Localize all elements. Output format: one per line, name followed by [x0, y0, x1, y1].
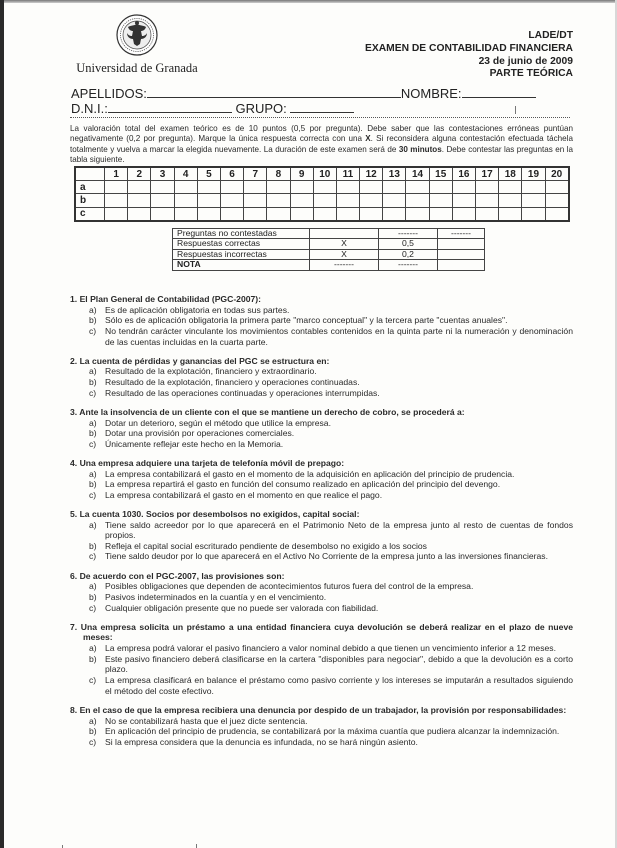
name-label: NOMBRE:: [400, 86, 462, 101]
score-cell[interactable]: 0,5: [379, 239, 438, 249]
option-text: Posibles obligaciones que dependen de acontecimientos futuros fuera del control de la empresa.: [105, 581, 474, 592]
question-number: 2.: [70, 355, 78, 366]
answer-cell[interactable]: [429, 194, 452, 207]
instructions-paragraph: [70, 124, 573, 166]
option-letter: a): [89, 519, 97, 530]
answer-cell[interactable]: [244, 194, 267, 207]
option-text: La empresa repartirá el gasto en función del consumo realizado en aplicación del principio del devengo.: [105, 479, 501, 490]
option-text: Resultado de las operaciones continuadas y operaciones interrumpidas.: [105, 387, 380, 398]
grid-question-number: 12: [360, 167, 383, 181]
question-title: [70, 705, 573, 716]
answer-option: [70, 654, 573, 675]
answer-cell[interactable]: [220, 207, 243, 221]
grid-option-row: [75, 181, 569, 194]
answer-option: [70, 643, 573, 654]
separator-line: [70, 117, 570, 118]
answer-cell[interactable]: [499, 181, 522, 194]
grid-question-number: 20: [545, 167, 569, 181]
question-number: 1.: [70, 294, 78, 304]
answer-cell[interactable]: [406, 207, 429, 221]
grid-corner-cell: [75, 167, 105, 181]
exam-part: PARTE TEÓRICA: [489, 68, 573, 80]
answer-cell[interactable]: [197, 207, 220, 221]
grid-question-number: 6: [220, 167, 243, 181]
exam-degree: LADE/DT: [528, 30, 573, 41]
score-row: [173, 239, 485, 249]
option-text: Únicamente reflejar este hecho en la Memoria.: [105, 438, 284, 449]
score-cell[interactable]: [438, 239, 485, 249]
question-number: 6.: [70, 570, 78, 581]
answer-cell[interactable]: [290, 194, 313, 207]
answer-cell[interactable]: [360, 207, 383, 221]
group-field[interactable]: [290, 101, 354, 113]
question-item: [70, 356, 573, 399]
option-letter: c): [89, 551, 97, 562]
answer-cell[interactable]: [290, 207, 313, 221]
answer-cell[interactable]: [244, 207, 267, 221]
answer-cell[interactable]: [406, 181, 429, 194]
question-number: 3.: [70, 406, 78, 417]
score-cell[interactable]: 0,2: [379, 249, 438, 259]
question-title: [70, 622, 573, 644]
group-label: GRUPO:: [235, 101, 287, 116]
answer-cell[interactable]: [105, 207, 128, 221]
answer-cell[interactable]: [452, 194, 475, 207]
option-letter: b): [89, 540, 97, 551]
question-text: De acuerdo con el PGC-2007, las provisiones son:: [79, 570, 285, 581]
answer-option: [70, 551, 573, 562]
answer-cell[interactable]: [197, 194, 220, 207]
answer-option: [70, 675, 573, 696]
option-letter: b): [89, 726, 97, 737]
option-letter: b): [89, 479, 97, 490]
question-text: El Plan General de Contabilidad (PGC-2007):: [79, 294, 262, 304]
instructions-text-3: . Debe contestar las preguntas en la tabla siguiente.: [70, 144, 574, 165]
option-text: Cualquier obligación presente que no puede ser valorada con fiabilidad.: [105, 602, 379, 613]
grid-question-number: 3: [151, 167, 174, 181]
student-id-fields: [71, 86, 536, 116]
grid-question-number: 11: [336, 167, 359, 181]
exam-header: [365, 30, 573, 81]
answer-option: [70, 726, 573, 737]
grid-question-number: 1: [105, 167, 128, 181]
answer-option: [70, 737, 573, 748]
instructions-text-2: . Si reconsidera alguna contestación efectuada táchela totalmente y vuelva a marcar la elegida nuevamente. La duración de este examen será de: [70, 134, 573, 154]
score-row-label: Respuestas incorrectas: [173, 249, 310, 259]
grid-question-number: 14: [406, 167, 429, 181]
grid-option-letter: c: [75, 207, 105, 221]
question-item: [70, 705, 573, 748]
option-letter: a): [89, 417, 97, 428]
answer-cell[interactable]: [151, 181, 174, 194]
answer-option: [70, 315, 573, 326]
answer-cell[interactable]: [197, 181, 220, 194]
question-number: 7.: [70, 621, 78, 632]
answer-option: [70, 520, 573, 541]
answer-cell[interactable]: [383, 181, 406, 194]
option-text: Dotar un deterioro, según el método que utilice la empresa.: [105, 417, 331, 428]
option-text: Refleja el capital social escriturado pendiente de desembolso no exigido a los socios: [105, 540, 427, 551]
answer-cell[interactable]: [499, 194, 522, 207]
question-title: [70, 407, 573, 418]
question-title: [70, 571, 573, 582]
option-letter: a): [89, 643, 97, 654]
question-text: La cuenta 1030. Socios por desembolsos no exigidos, capital social:: [79, 508, 360, 519]
answer-cell[interactable]: [522, 207, 545, 221]
option-letter: a): [89, 581, 97, 592]
option-letter: b): [89, 377, 97, 388]
scan-edge-left: [0, 0, 4, 848]
answer-option: [70, 377, 573, 388]
scan-edge-top: [0, 0, 617, 3]
score-cell[interactable]: -------: [438, 229, 485, 239]
answer-option: [70, 603, 573, 614]
question-item: [70, 622, 573, 697]
score-cell[interactable]: -------: [379, 260, 438, 270]
answer-cell[interactable]: [476, 207, 499, 221]
questions-list: [70, 294, 573, 756]
question-text: La cuenta de pérdidas y ganancias del PGC se estructura en:: [79, 355, 330, 366]
answer-cell[interactable]: [406, 194, 429, 207]
question-title: [70, 509, 573, 520]
score-row: [173, 249, 485, 259]
option-text: Es de aplicación obligatoria en todas sus partes.: [105, 304, 290, 315]
grid-question-number: 10: [313, 167, 336, 181]
question-item: [70, 294, 573, 347]
answer-cell[interactable]: [522, 194, 545, 207]
answer-cell[interactable]: [220, 194, 243, 207]
exam-date: 23 de junio de 2009: [478, 55, 573, 67]
score-cell[interactable]: [438, 260, 485, 270]
score-cell[interactable]: -------: [310, 260, 379, 270]
grid-question-number: 4: [174, 167, 197, 181]
answer-cell[interactable]: [429, 181, 452, 194]
answer-cell[interactable]: [174, 207, 197, 221]
answer-option: [70, 326, 573, 347]
answer-option: [70, 490, 573, 501]
answer-cell[interactable]: [336, 207, 359, 221]
option-letter: c): [89, 325, 97, 336]
answer-cell[interactable]: [545, 194, 569, 207]
instructions-duration: 30 minutos: [398, 144, 442, 154]
score-cell[interactable]: X: [310, 239, 379, 249]
grid-question-number: 5: [197, 167, 220, 181]
answer-cell[interactable]: [360, 181, 383, 194]
option-text: Resultado de la explotación, financiero y extraordinario.: [105, 366, 317, 377]
score-cell[interactable]: X: [310, 249, 379, 259]
answer-cell[interactable]: [105, 194, 128, 207]
question-item: [70, 509, 573, 562]
answer-cell[interactable]: [452, 207, 475, 221]
option-text: Pasivos indeterminados en la cuantía y en el vencimiento.: [105, 591, 327, 602]
answer-cell[interactable]: [360, 194, 383, 207]
option-text: Si la empresa considera que la denuncia es infundada, no se hará ningún asiento.: [105, 736, 418, 747]
score-cell[interactable]: [438, 249, 485, 259]
grid-option-letter: b: [75, 194, 105, 207]
answer-cell[interactable]: [313, 194, 336, 207]
id-row-1: [71, 86, 536, 101]
answer-cell[interactable]: [383, 207, 406, 221]
answer-option: [70, 469, 573, 480]
grid-question-number: 7: [244, 167, 267, 181]
answer-cell[interactable]: [383, 194, 406, 207]
option-text: No se contabilizará hasta que el juez dicte sentencia.: [105, 715, 308, 726]
answer-cell[interactable]: [476, 181, 499, 194]
option-letter: c): [89, 387, 97, 398]
answer-cell[interactable]: [267, 194, 290, 207]
grid-question-number: 13: [383, 167, 406, 181]
answer-cell[interactable]: [336, 194, 359, 207]
option-text: La empresa clasificará en balance el préstamo como pasivo corriente y los intereses se imputarán a resultados siguiendo el método del coste efectivo.: [105, 675, 573, 696]
option-text: No tendrán carácter vinculante los movimientos contables contenidos en la quinta parte ni la numeración y denominación de las cuentas incluidas en la cuarta parte.: [105, 325, 573, 347]
answer-cell[interactable]: [128, 181, 151, 194]
question-text: Una empresa adquiere una tarjeta de telefonía móvil de prepago:: [79, 457, 345, 468]
answer-cell[interactable]: [545, 207, 569, 221]
score-cell[interactable]: [310, 229, 379, 239]
answer-option: [70, 418, 573, 429]
score-cell[interactable]: -------: [379, 229, 438, 239]
answer-option: [70, 439, 573, 450]
option-text: La empresa contabilizará el gasto en el momento en que realice el pago.: [105, 489, 383, 500]
grid-question-number: 9: [290, 167, 313, 181]
id-row-2: [71, 101, 536, 116]
grid-question-number: 8: [267, 167, 290, 181]
answer-cell[interactable]: [545, 181, 569, 194]
answer-cell[interactable]: [105, 181, 128, 194]
option-letter: c): [89, 736, 97, 747]
option-text: Este pasivo financiero deberá clasificarse en la cartera "disponibles para negociar", debido a que la devolución es a corto plazo.: [105, 653, 573, 675]
question-title: [70, 458, 573, 469]
answer-cell[interactable]: [313, 207, 336, 221]
score-row-label: NOTA: [173, 260, 310, 270]
question-item: [70, 458, 573, 501]
scan-mark: [515, 106, 516, 114]
answer-cell[interactable]: [174, 194, 197, 207]
answer-cell[interactable]: [336, 181, 359, 194]
instructions-mark: X: [365, 134, 371, 144]
answer-cell[interactable]: [267, 207, 290, 221]
dni-label: D.N.I.:: [71, 101, 108, 116]
answer-option: [70, 366, 573, 377]
option-letter: c): [89, 489, 97, 500]
university-name: Universidad de Granada: [76, 61, 198, 75]
answer-option: [70, 716, 573, 727]
option-letter: a): [89, 468, 97, 479]
question-text: En el caso de que la empresa recibiera una denuncia por despido de un trabajador, la provisión por responsabilidades:: [79, 704, 567, 715]
option-text: La empresa contabilizará el gasto en el momento de la adquisición en aplicación del principio de prudencia.: [105, 468, 515, 479]
answer-cell[interactable]: [267, 181, 290, 194]
option-letter: a): [89, 715, 97, 726]
score-row-label: Preguntas no contestadas: [173, 229, 310, 239]
answer-cell[interactable]: [522, 181, 545, 194]
option-letter: a): [89, 304, 97, 315]
answer-option: [70, 581, 573, 592]
question-item: [70, 407, 573, 450]
grid-option-row: [75, 194, 569, 207]
answer-cell[interactable]: [151, 207, 174, 221]
grid-question-number: 18: [499, 167, 522, 181]
option-letter: c): [89, 438, 97, 449]
question-title: [70, 356, 573, 367]
answer-option: [70, 428, 573, 439]
score-row: [173, 229, 485, 239]
answer-option: [70, 305, 573, 316]
grid-question-number: 17: [476, 167, 499, 181]
grid-header-row: [75, 167, 569, 181]
option-text: Sólo es de aplicación obligatoria la primera parte "marco conceptual" y la tercera parte "cuentas anuales".: [105, 315, 508, 326]
score-row: [173, 260, 485, 270]
option-text: Tiene saldo acreedor por lo que aparecerá en el Patrimonio Neto de la empresa junto al resto de cuentas de fondos propios.: [105, 519, 573, 541]
option-letter: b): [89, 653, 97, 664]
question-text: Una empresa solicita un préstamo a una entidad financiera cuya devolución se deberá realizar en el plazo de nueve meses:: [80, 621, 574, 643]
grid-option-row: [75, 207, 569, 221]
answer-option: [70, 479, 573, 490]
exam-title: EXAMEN DE CONTABILIDAD FINANCIERA: [364, 42, 573, 54]
option-letter: b): [89, 428, 97, 439]
instructions-text-1: La valoración total del examen teórico es de 10 puntos (0,5 por pregunta). Debe saber que las contestaciones erróneas puntúan negativamente (0,2 por pregunta). Marque la única respuesta correcta con una: [70, 124, 573, 144]
score-table: [172, 228, 485, 271]
option-text: La empresa podrá valorar el pasivo financiero a valor nominal debido a que tienen un vencimiento inferior a 12 meses.: [105, 643, 556, 654]
option-text: Tiene saldo deudor por lo que aparecerá en el Activo No Corriente de la empresa junto a las inversiones financieras.: [105, 551, 548, 562]
answer-cell[interactable]: [452, 181, 475, 194]
answer-cell[interactable]: [290, 181, 313, 194]
grid-question-number: 15: [429, 167, 452, 181]
option-text: Resultado de la explotación, financiero y operaciones continuadas.: [105, 377, 360, 388]
option-letter: b): [89, 315, 97, 326]
surname-label: APELLIDOS:: [71, 86, 147, 101]
answer-cell[interactable]: [220, 181, 243, 194]
grid-question-number: 19: [522, 167, 545, 181]
question-number: 4.: [70, 457, 78, 468]
answer-cell[interactable]: [174, 181, 197, 194]
university-crest-icon: [116, 14, 158, 56]
answer-grid: [74, 166, 570, 222]
surname-field[interactable]: [147, 86, 401, 98]
question-text: Ante la insolvencia de un cliente con el que se mantiene un derecho de cobro, se procederá a:: [79, 406, 465, 417]
option-letter: c): [89, 602, 97, 613]
answer-cell[interactable]: [429, 207, 452, 221]
grid-question-number: 2: [128, 167, 151, 181]
answer-cell[interactable]: [244, 181, 267, 194]
answer-cell[interactable]: [128, 207, 151, 221]
dni-field[interactable]: [108, 101, 232, 113]
answer-option: [70, 592, 573, 603]
answer-cell[interactable]: [499, 207, 522, 221]
university-logo-block: [72, 14, 202, 76]
question-item: [70, 571, 573, 614]
option-letter: b): [89, 591, 97, 602]
grid-option-letter: a: [75, 181, 105, 194]
name-field[interactable]: [462, 86, 536, 98]
score-row-label: Respuestas correctas: [173, 239, 310, 249]
answer-cell[interactable]: [313, 181, 336, 194]
grid-question-number: 16: [452, 167, 475, 181]
question-title: [70, 294, 573, 305]
scan-mark: [196, 844, 197, 848]
answer-option: [70, 388, 573, 399]
question-number: 5.: [70, 508, 78, 519]
option-letter: a): [89, 366, 97, 377]
question-number: 8.: [70, 704, 78, 715]
answer-option: [70, 541, 573, 552]
option-text: Dotar una provisión por operaciones comerciales.: [105, 428, 295, 439]
option-text: En aplicación del principio de prudencia, se contabilizará por la máxima cuantía que pudiera alcanzar la indemnización.: [105, 726, 560, 737]
answer-cell[interactable]: [151, 194, 174, 207]
answer-cell[interactable]: [476, 194, 499, 207]
answer-cell[interactable]: [128, 194, 151, 207]
option-letter: c): [89, 675, 97, 686]
